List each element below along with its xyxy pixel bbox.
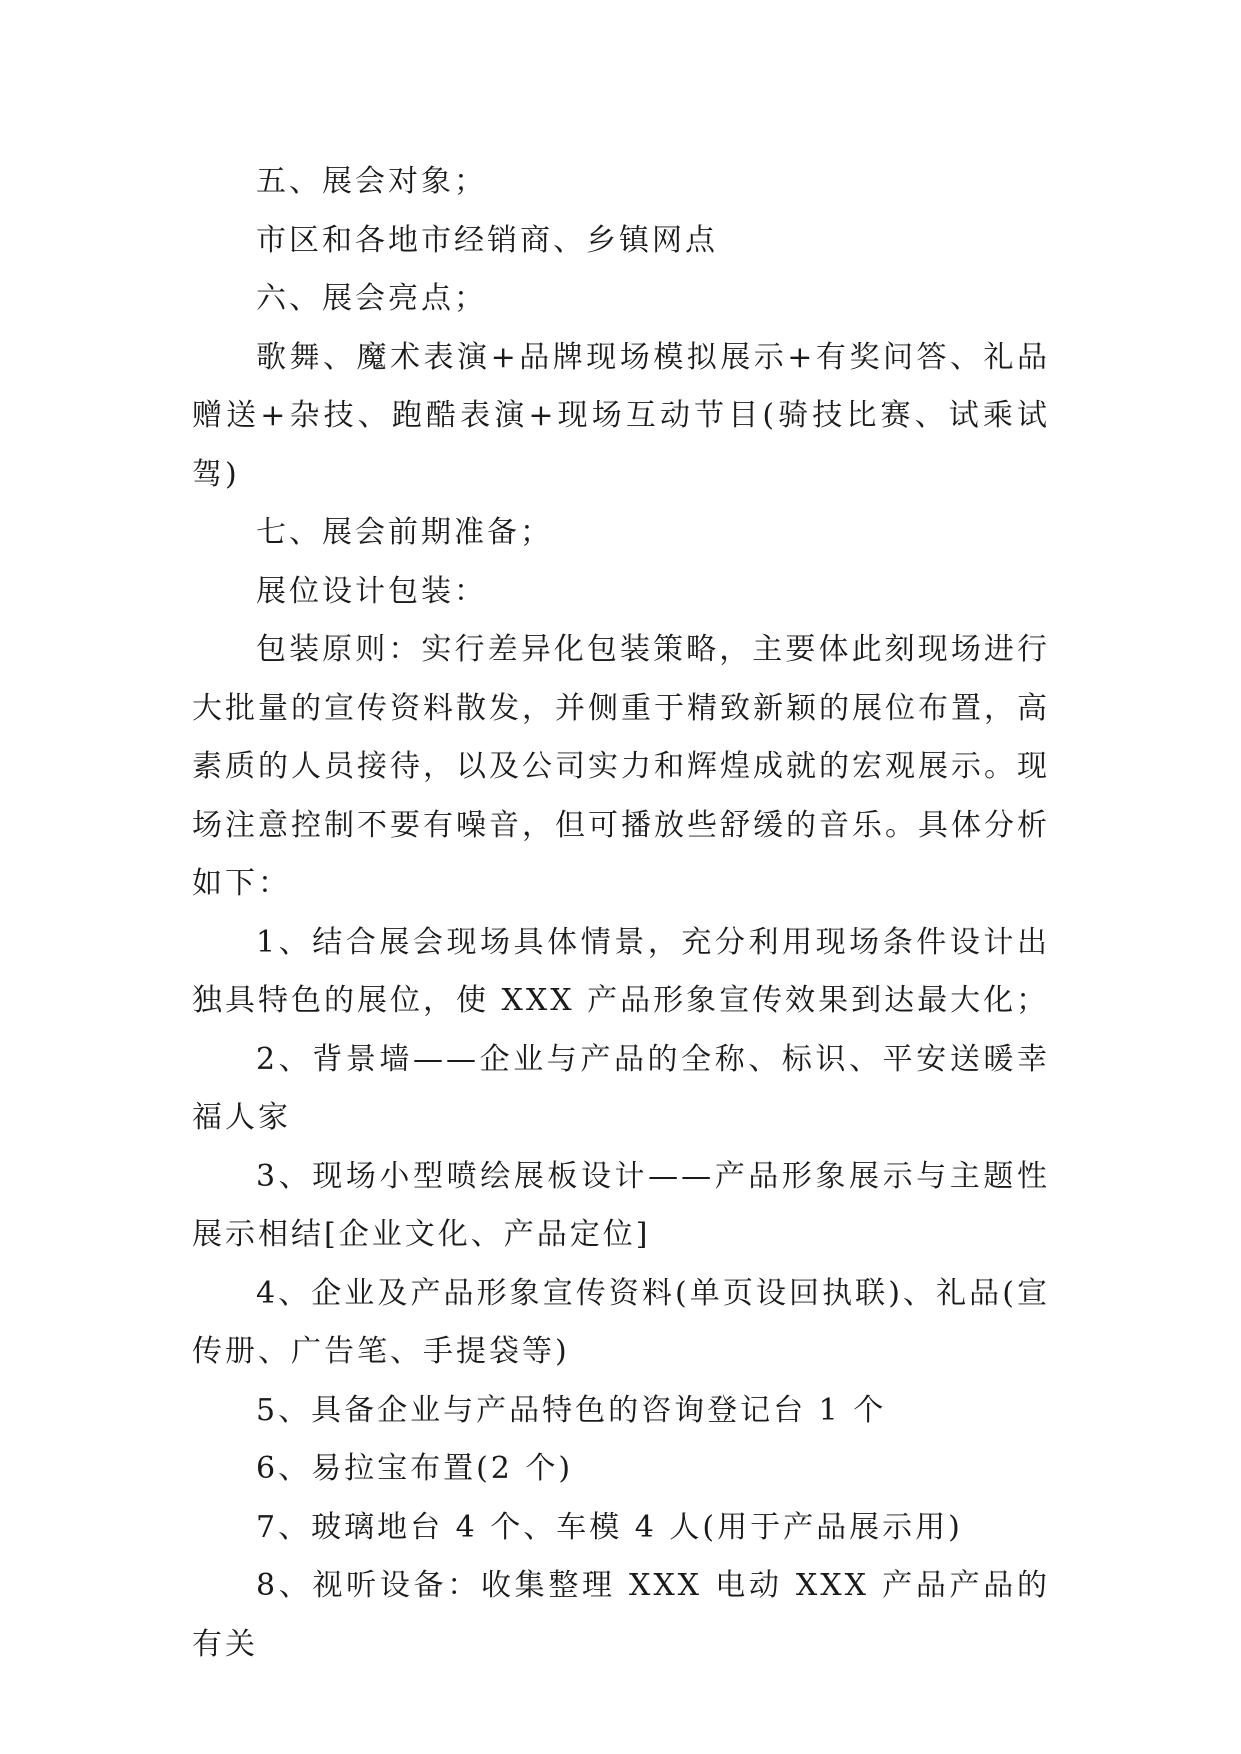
paragraph: 歌舞、魔术表演+品牌现场模拟展示+有奖问答、礼品赠送+杂技、跑酷表演+现场互动节目(骑技比赛、试乘试驾) — [192, 339, 1050, 492]
paragraph: 4、企业及产品形象宣传资料(单页设回执联)、礼品(宣传册、广告笔、手提袋等) — [192, 1275, 1050, 1369]
document-body — [192, 153, 1050, 1674]
paragraph: 五、展会对象； — [256, 164, 487, 199]
paragraph: 3、现场小型喷绘展板设计——产品形象展示与主题性展示相结[企业文化、产品定位] — [192, 1158, 1050, 1252]
paragraph: 包装原则：实行差异化包装策略，主要体此刻现场进行大批量的宣传资料散发，并侧重于精致新颖的展位布置，高素质的人员接待，以及公司实力和辉煌成就的宏观展示。现场注意控制不要有噪音，但可播放些舒缓的音乐。具体分析如下： — [192, 632, 1050, 901]
paragraph: 1、结合展会现场具体情景，充分利用现场条件设计出独具特色的展位，使 XXX 产品形象宣传效果到达最大化； — [192, 924, 1050, 1018]
paragraph: 6、易拉宝布置(2 个) — [256, 1451, 574, 1486]
paragraph: 展位设计包装： — [256, 573, 487, 609]
paragraph: 六、展会亮点； — [256, 281, 487, 316]
paragraph: 8、视听设备：收集整理 XXX 电动 XXX 产品产品的有关 — [192, 1568, 1050, 1662]
paragraph: 2、背景墙——企业与产品的全称、标识、平安送暖幸福人家 — [192, 1041, 1050, 1135]
paragraph: 7、玻璃地台 4 个、车模 4 人(用于产品展示用) — [256, 1509, 963, 1545]
paragraph: 5、具备企业与产品特色的咨询登记台 1 个 — [256, 1392, 887, 1428]
paragraph: 市区和各地市经销商、乡镇网点 — [256, 222, 718, 258]
paragraph: 七、展会前期准备； — [256, 515, 553, 550]
